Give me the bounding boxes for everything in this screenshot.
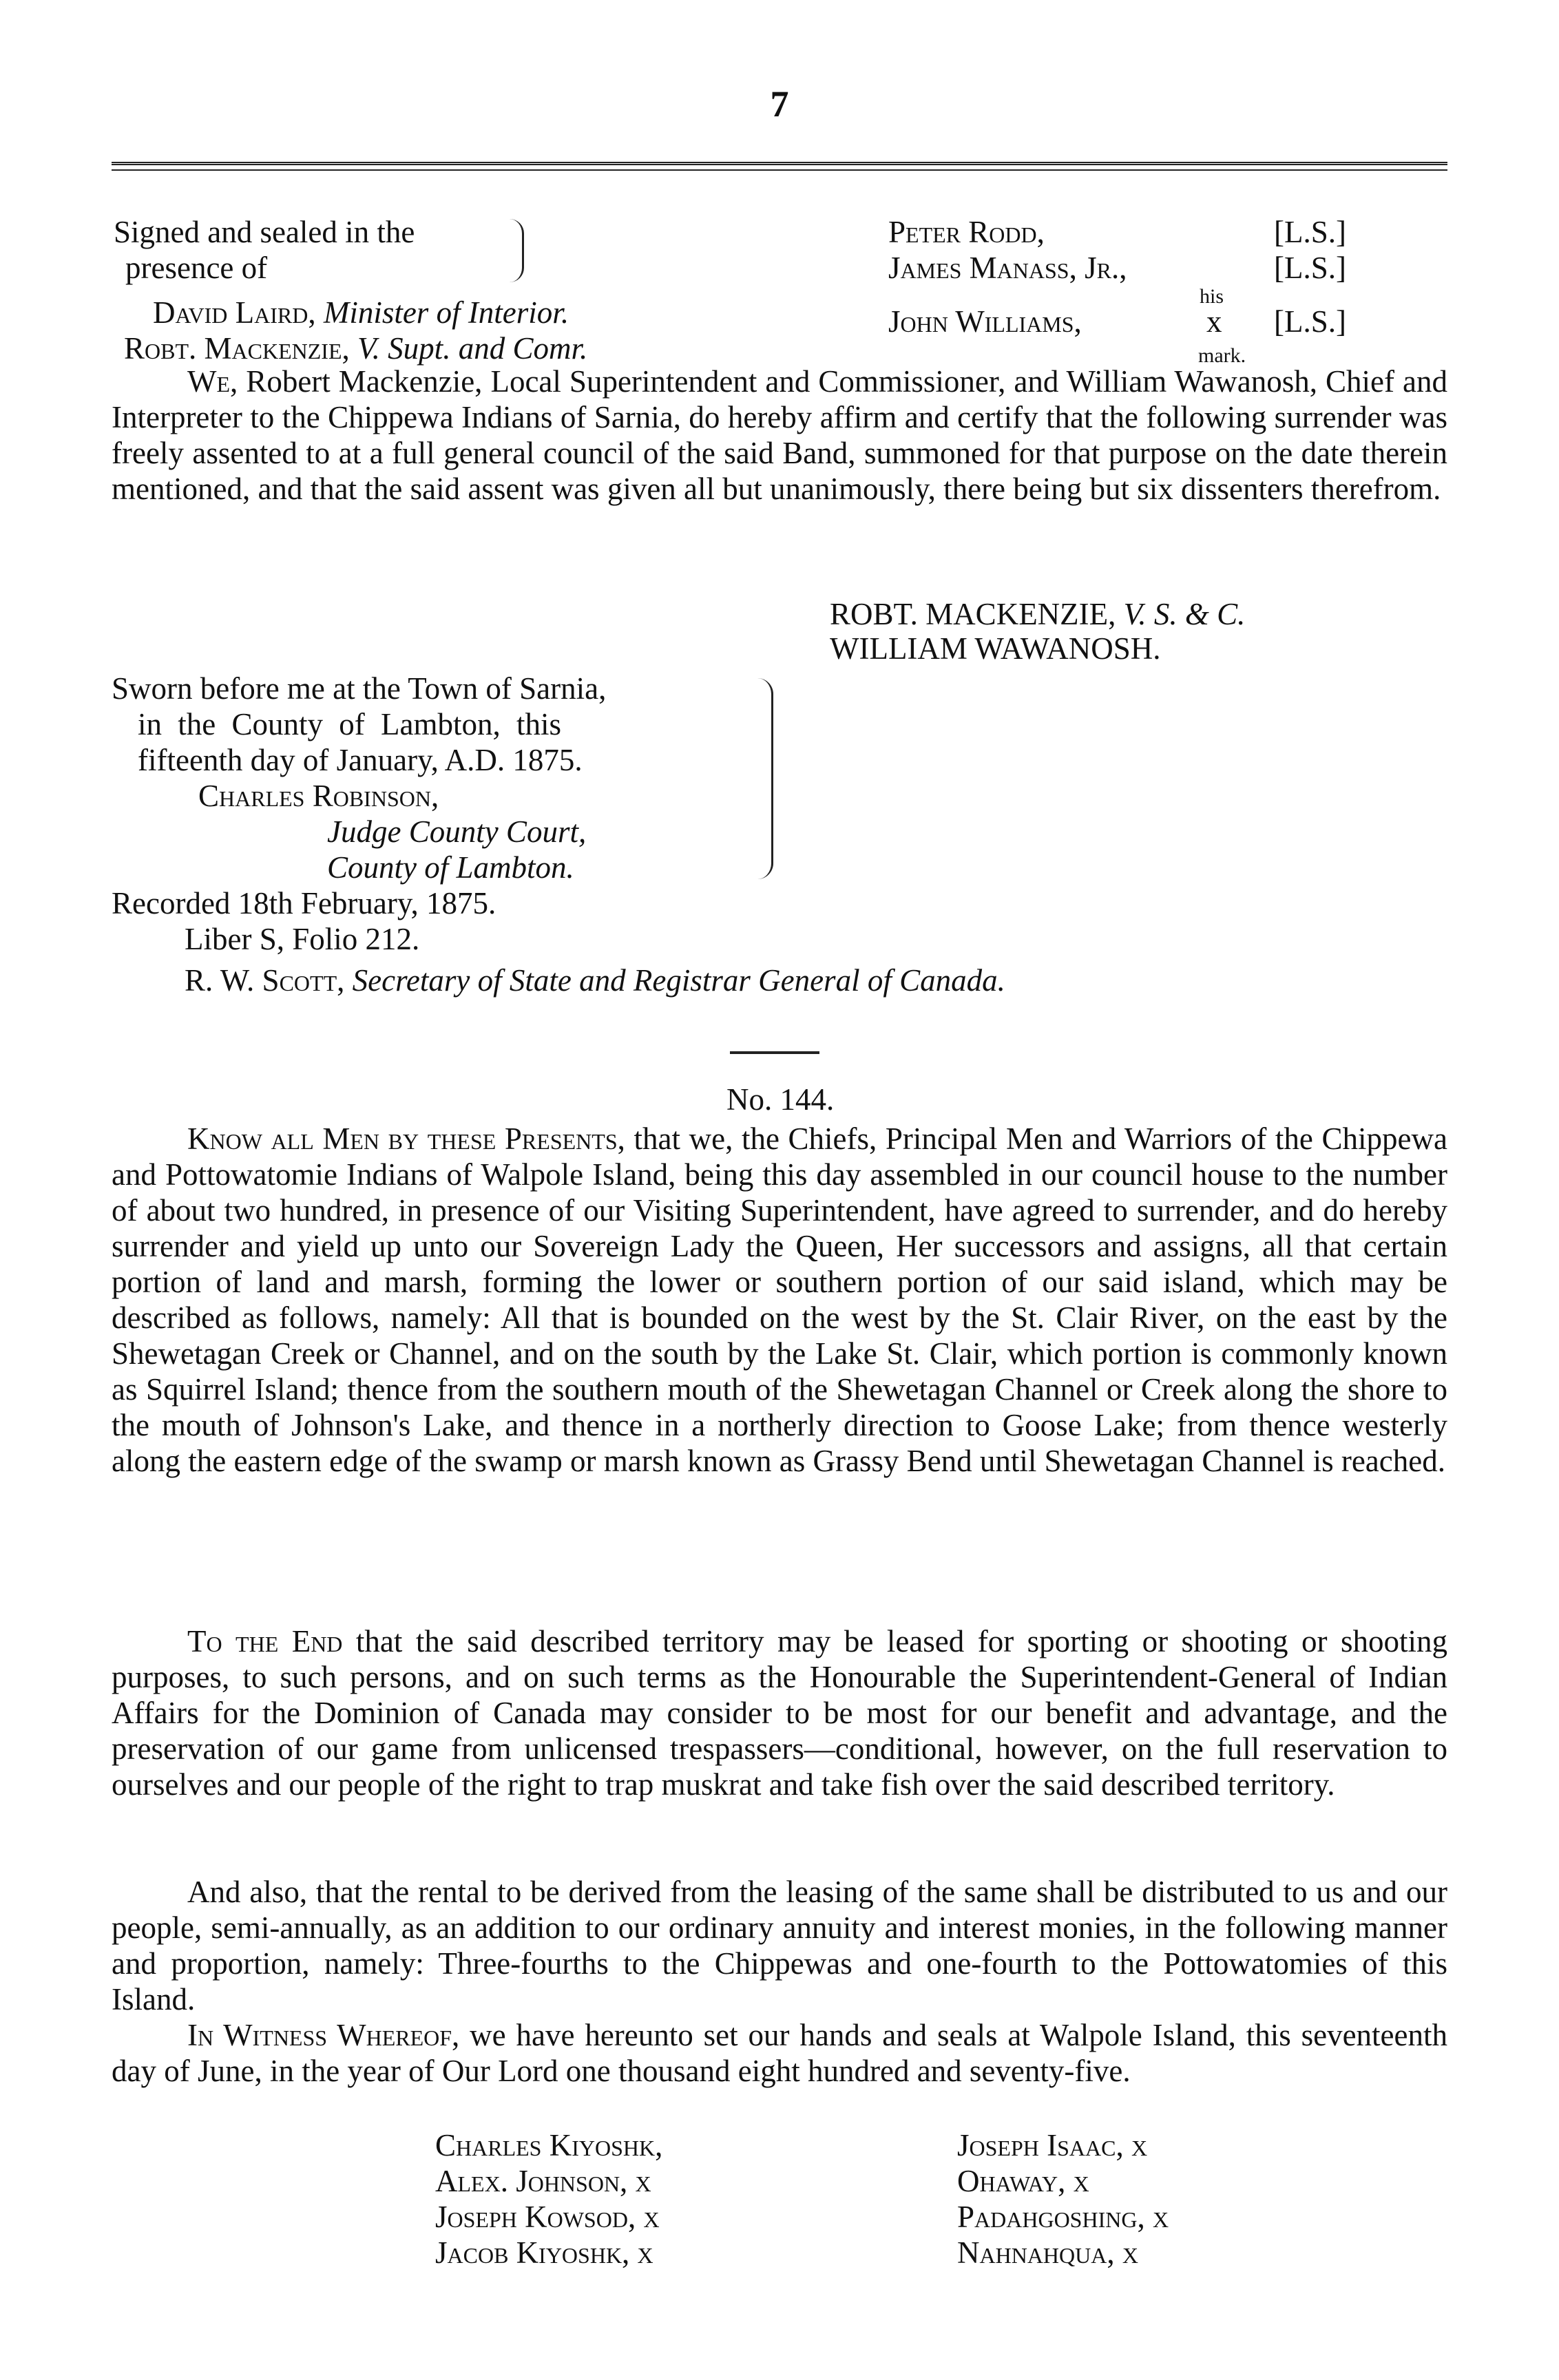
sworn-bracket bbox=[757, 678, 773, 879]
signed-bracket bbox=[510, 219, 524, 282]
treaty-paragraph-1 bbox=[112, 1121, 1447, 1479]
treaty-paragraph-4 bbox=[112, 2017, 1447, 2089]
seal-williams: [L.S.] bbox=[1274, 304, 1346, 339]
recorded-date: Recorded 18th February, 1875. bbox=[112, 886, 496, 920]
registrar-title: Secretary of State and Registrar General of Canada. bbox=[352, 963, 1005, 998]
judge-name: Charles Robinson, bbox=[198, 779, 439, 813]
treaty-p4-text: we have hereunto set our hands and seals at Walpole Island, this seventeenth day of June, in the year of Our Lord one thousand eight hundred and seventy-five. bbox=[112, 2018, 1447, 2088]
mark-word: mark. bbox=[1198, 344, 1246, 367]
registrar bbox=[185, 965, 1005, 996]
affirmation-paragraph bbox=[112, 364, 1447, 507]
signed-line-1: Signed and sealed in the bbox=[114, 215, 415, 249]
witness-mackenzie-name: Robt. Mackenzie, bbox=[124, 331, 350, 366]
mark-x: x bbox=[1206, 304, 1222, 339]
judge-title-1: Judge County Court, bbox=[327, 814, 587, 849]
treaty-p4-lead: In Witness Whereof, bbox=[187, 2018, 460, 2052]
witness-mackenzie-title: V. Supt. and Comr. bbox=[357, 331, 588, 366]
affirmation-text: Robert Mackenzie, Local Superintendent and Commissioner, and William Wawanosh, Chief and Interpreter to the Chippewa Indians of Sarnia, do hereby affirm and certify that the following surrender was freely assented to at a full general council of the said Band, summoned for that purpose on the date therein mentioned, and that the said assent was given all but unanimously, there being but six dissenters therefrom. bbox=[112, 364, 1447, 506]
witness-laird-title: Minister of Interior. bbox=[323, 295, 569, 330]
treaty-number: No. 144. bbox=[726, 1082, 835, 1117]
witness-laird-name: David Laird, bbox=[153, 295, 316, 330]
signer-right: Joseph Isaac, x bbox=[957, 2128, 1148, 2162]
judge-title-2: County of Lambton. bbox=[327, 850, 574, 885]
affirm-signer-mackenzie bbox=[830, 599, 1245, 630]
mark-his: his bbox=[1200, 285, 1224, 308]
signed-line-2: presence of bbox=[125, 251, 268, 285]
registrar-name: R. W. Scott, bbox=[185, 963, 345, 998]
treaty-paragraph-2 bbox=[112, 1623, 1447, 1802]
signer-left: Alex. Johnson, x bbox=[435, 2164, 651, 2198]
treaty-p2-text: that the said described territory may be leased for sporting or shooting or shooting purposes, to such persons, and on such terms as the Honourable the Superintendent-General of Indian Affairs for the Dominion of Canada may consider to be most for our benefit and advantage, and the preservation of our game from unlicensed trespassers—conditional, however, on the full reservation to ourselves and our people of the right to trap muskrat and take fish over the said described territory. bbox=[112, 1624, 1447, 1802]
seal-rodd: [L.S.] bbox=[1274, 215, 1346, 249]
witness-mackenzie bbox=[124, 333, 587, 364]
affirm-signer-mackenzie-name: ROBT. MACKENZIE, bbox=[830, 597, 1116, 631]
sworn-line-1: Sworn before me at the Town of Sarnia, bbox=[112, 671, 607, 706]
witness-laird bbox=[153, 297, 569, 328]
signer-right: Padahgoshing, x bbox=[957, 2200, 1169, 2234]
signer-left: Jacob Kiyoshk, x bbox=[435, 2235, 653, 2270]
signer-left: Joseph Kowsod, x bbox=[435, 2200, 660, 2234]
seal-manass: [L.S.] bbox=[1274, 251, 1346, 285]
signatory-manass: James Manass, Jr., bbox=[888, 251, 1127, 285]
signers-left bbox=[435, 2127, 662, 2271]
page-number: 7 bbox=[770, 83, 789, 125]
signatory-williams: John Williams, bbox=[888, 304, 1082, 339]
header-rule bbox=[112, 162, 1447, 171]
treaty-paragraph-3: And also, that the rental to be derived from the leasing of the same shall be distributed to us and our people, semi-annually, as an addition to our ordinary annuity and interest monies, in the following manner and proportion, namely: Three-fourths to the Chippewas and one-fourth to the Pottowatomies of this Island. bbox=[112, 1875, 1447, 2016]
signatory-rodd: Peter Rodd, bbox=[888, 215, 1045, 249]
treaty-p1-text: that we, the Chiefs, Principal Men and Warriors of the Chippewa and Pottowatomie Indians of Walpole Island, being this day assembled in our council house to the number of about two hundred, in presence of our Visiting Superintendent, have agreed to surrender, and do hereby surrender and yield up unto our Sovereign Lady the Queen, Her successors and assigns, all that certain portion of land and marsh, forming the lower or southern portion of our said island, which may be described as follows, namely: All that is bounded on the west by the St. Clair River, on the east by the Shewetagan Creek or Channel, and on the south by the Lake St. Clair, which portion is commonly known as Squirrel Island; thence from the southern mouth of the Shewetagan Channel or Creek along the shore to the mouth of Johnson's Lake, and thence in a northerly direction to Goose Lake; from thence westerly along the eastern edge of the swamp or marsh known as Grassy Bend until Shewetagan Channel is reached. bbox=[112, 1121, 1447, 1478]
treaty-p1-lead: Know all Men by these Presents, bbox=[187, 1121, 625, 1156]
treaty-p2-lead: To the End bbox=[187, 1624, 343, 1658]
section-divider bbox=[730, 1051, 819, 1054]
signer-right: Ohaway, x bbox=[957, 2164, 1089, 2198]
sworn-line-3: fifteenth day of January, A.D. 1875. bbox=[138, 743, 583, 777]
affirmation-lead: We, bbox=[187, 364, 238, 399]
sworn-line-2: in the County of Lambton, this bbox=[138, 707, 561, 741]
signer-right: Nahnahqua, x bbox=[957, 2235, 1138, 2270]
liber-folio: Liber S, Folio 212. bbox=[185, 922, 420, 956]
affirm-signer-wawanosh: WILLIAM WAWANOSH. bbox=[830, 631, 1161, 666]
affirm-signer-mackenzie-title: V. S. & C. bbox=[1123, 597, 1246, 631]
signer-left: Charles Kiyoshk, bbox=[435, 2128, 663, 2162]
signers-right bbox=[957, 2127, 1169, 2271]
